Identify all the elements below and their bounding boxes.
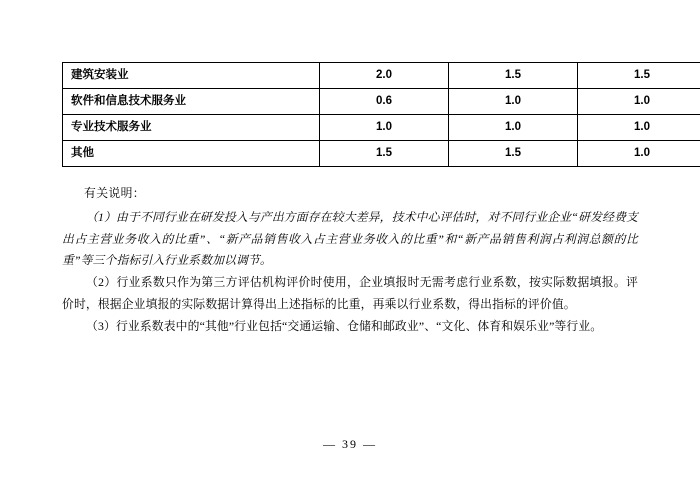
industry-coefficient-table	[62, 62, 700, 167]
row-coefficient-2: 1.0	[449, 89, 578, 115]
table-row	[63, 115, 700, 141]
row-coefficient-3: 1.0	[578, 115, 700, 141]
row-coefficient-3: 1.5	[578, 63, 700, 89]
row-coefficient-2: 1.5	[449, 141, 578, 167]
row-coefficient-3: 1.0	[578, 89, 700, 115]
row-industry-name: 其他	[63, 141, 320, 167]
row-industry-name: 专业技术服务业	[63, 115, 320, 141]
row-coefficient-2: 1.0	[449, 115, 578, 141]
row-coefficient-2: 1.5	[449, 63, 578, 89]
table-row	[63, 141, 700, 167]
row-coefficient-1: 0.6	[320, 89, 449, 115]
table-row	[63, 89, 700, 115]
table-body	[63, 63, 700, 167]
row-coefficient-1: 2.0	[320, 63, 449, 89]
note-item-1: （1）由于不同行业在研发投入与产出方面存在较大差异，技术中心评估时，对不同行业企业“研发经费支出占主营业务收入的比重”、“新产品销售收入占主营业务收入的比重”和“新产品销售利润占利润总额的比重”等三个指标引入行业系数加以调节。	[62, 209, 638, 268]
row-coefficient-1: 1.5	[320, 141, 449, 167]
notes-section	[62, 183, 638, 338]
note-item-2: （2）行业系数只作为第三方评估机构评价时使用，企业填报时无需考虑行业系数，按实际数据填报。评价时，根据企业填报的实际数据计算得出上述指标的比重，再乘以行业系数，得出指标的评价值。	[62, 275, 638, 312]
table-row	[63, 63, 700, 89]
page-number: — 39 —	[323, 437, 377, 451]
row-coefficient-1: 1.0	[320, 115, 449, 141]
note-item-3: （3）行业系数表中的“其他”行业包括“交通运输、仓储和邮政业”、“文化、体育和娱乐业”等行业。	[86, 318, 603, 333]
notes-title: 有关说明：	[84, 186, 145, 200]
row-coefficient-3: 1.0	[578, 141, 700, 167]
row-industry-name: 软件和信息技术服务业	[63, 89, 320, 115]
row-industry-name: 建筑安装业	[63, 63, 320, 89]
